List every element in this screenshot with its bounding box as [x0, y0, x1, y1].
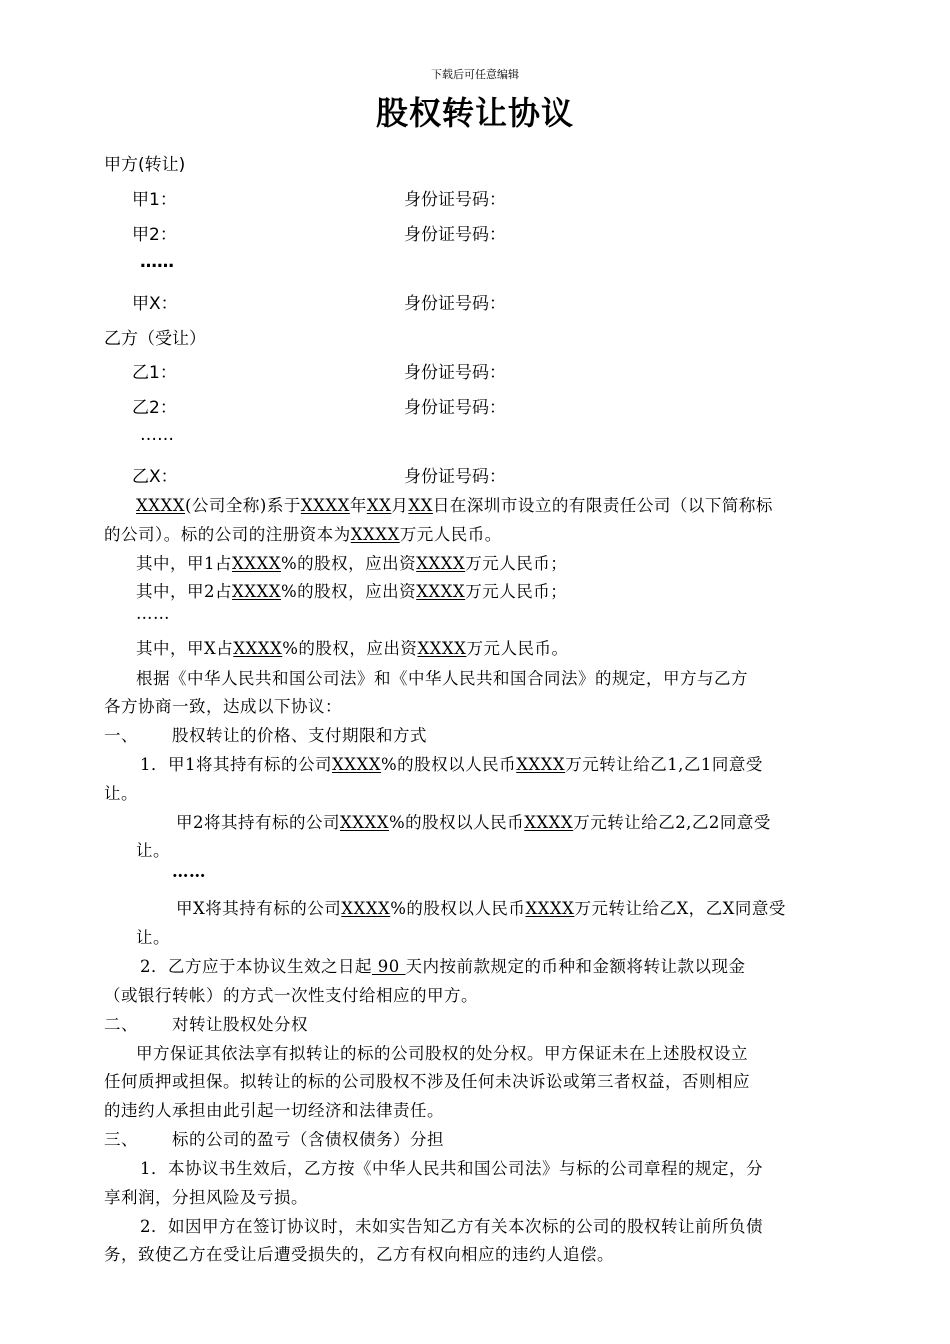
year-blank: XXXX [300, 496, 350, 515]
s1-p4-line-1: 2．乙方应于本协议生效之日起 90 天内按前款规定的币种和金额将转让款以现金 [140, 957, 746, 976]
party-b-row-x-id-label: 身份证号码： [404, 467, 506, 487]
s1-ellipsis: …… [172, 862, 206, 881]
section-3-number: 三、 [104, 1130, 138, 1149]
party-a-row-2-label: 甲2： [132, 225, 177, 245]
s2-line-1: 甲方保证其依法享有拟转让的标的公司股权的处分权。甲方保证未在上述股权设立 [136, 1044, 748, 1063]
s3-p2-line-1: 2．如因甲方在签订协议时，未如实告知乙方有关本次标的公司的股权转让前所负债 [140, 1217, 763, 1236]
s1-p3-line-2: 让。 [136, 928, 170, 947]
intro-line-2: 的公司）。标的公司的注册资本为XXXX万元人民币。 [104, 525, 502, 544]
party-b-row-2-id-label: 身份证号码： [404, 398, 506, 418]
party-b-heading: 乙方（受让） [104, 329, 206, 349]
party-a-row-2-id-label: 身份证号码： [404, 225, 506, 245]
party-b-row-2-label: 乙2： [132, 398, 177, 418]
party-b-ellipsis: …… [140, 425, 174, 445]
month-blank: XX [366, 496, 392, 515]
s1-p2-line-2: 让。 [136, 841, 170, 860]
party-a-row-x-label: 甲X： [132, 294, 178, 314]
s3-p2-line-2: 务，致使乙方在受让后遭受损失的，乙方有权向相应的违约人追偿。 [104, 1245, 614, 1264]
party-a-heading: 甲方(转让) [104, 155, 186, 175]
party-b-row-1-id-label: 身份证号码： [404, 363, 506, 383]
s2-line-2: 任何质押或担保。拟转让的标的公司股权不涉及任何未决诉讼或第三者权益，否则相应 [104, 1072, 750, 1091]
party-a-ellipsis: …… [140, 252, 174, 272]
header-note: 下载后可任意编辑 [431, 68, 519, 81]
share-line-2: 其中，甲2占XXXX%的股权，应出资XXXX万元人民币； [136, 582, 568, 601]
share-ellipsis: …… [136, 604, 170, 623]
party-a-row-x-id-label: 身份证号码： [404, 294, 506, 314]
payment-days: 90 [372, 957, 406, 976]
s1-p1-line-2: 让。 [104, 784, 138, 803]
party-b-row-1-label: 乙1： [132, 363, 177, 383]
s1-p3-line-1: 甲X将其持有标的公司XXXX%的股权以人民币XXXX万元转让给乙X，乙X同意受 [176, 899, 786, 918]
s3-p1-line-1: 1．本协议书生效后，乙方按《中华人民共和国公司法》与标的公司章程的规定，分 [140, 1159, 763, 1178]
s1-p2-line-1: 甲2将其持有标的公司XXXX%的股权以人民币XXXX万元转让给乙2,乙2同意受 [176, 813, 771, 832]
s1-p1-line-1: 1．甲1将其持有标的公司XXXX%的股权以人民币XXXX万元转让给乙1,乙1同意受 [140, 755, 763, 774]
party-a-row-1-id-label: 身份证号码： [404, 190, 506, 210]
basis-line-2: 各方协商一致，达成以下协议： [104, 697, 342, 716]
party-b-row-x-label: 乙X： [132, 467, 178, 487]
intro-line-1: XXXX(公司全称)系于XXXX年XX月XX日在深圳市设立的有限责任公司（以下简称标 [136, 496, 773, 515]
share-line-1: 其中，甲1占XXXX%的股权，应出资XXXX万元人民币； [136, 554, 568, 573]
section-1-heading: 股权转让的价格、支付期限和方式 [172, 726, 427, 745]
company-name-blank: XXXX [136, 496, 185, 515]
party-a-row-1-label: 甲1： [132, 190, 177, 210]
section-2-heading: 对转让股权处分权 [172, 1015, 308, 1034]
share-line-x: 其中，甲X占XXXX%的股权，应出资XXXX万元人民币。 [136, 639, 569, 658]
s3-p1-line-2: 享利润，分担风险及亏损。 [104, 1188, 308, 1207]
capital-blank: XXXX [350, 525, 400, 544]
section-1-number: 一、 [104, 726, 138, 745]
day-blank: XX [408, 496, 433, 515]
section-3-heading: 标的公司的盈亏（含债权债务）分担 [172, 1130, 444, 1149]
document-title: 股权转让协议 [375, 94, 574, 132]
s2-line-3: 的违约人承担由此引起一切经济和法律责任。 [104, 1101, 444, 1120]
section-2-number: 二、 [104, 1015, 138, 1034]
s1-p4-line-2: （或银行转帐）的方式一次性支付给相应的甲方。 [104, 986, 478, 1005]
basis-line-1: 根据《中华人民共和国公司法》和《中华人民共和国合同法》的规定，甲方与乙方 [136, 669, 748, 688]
